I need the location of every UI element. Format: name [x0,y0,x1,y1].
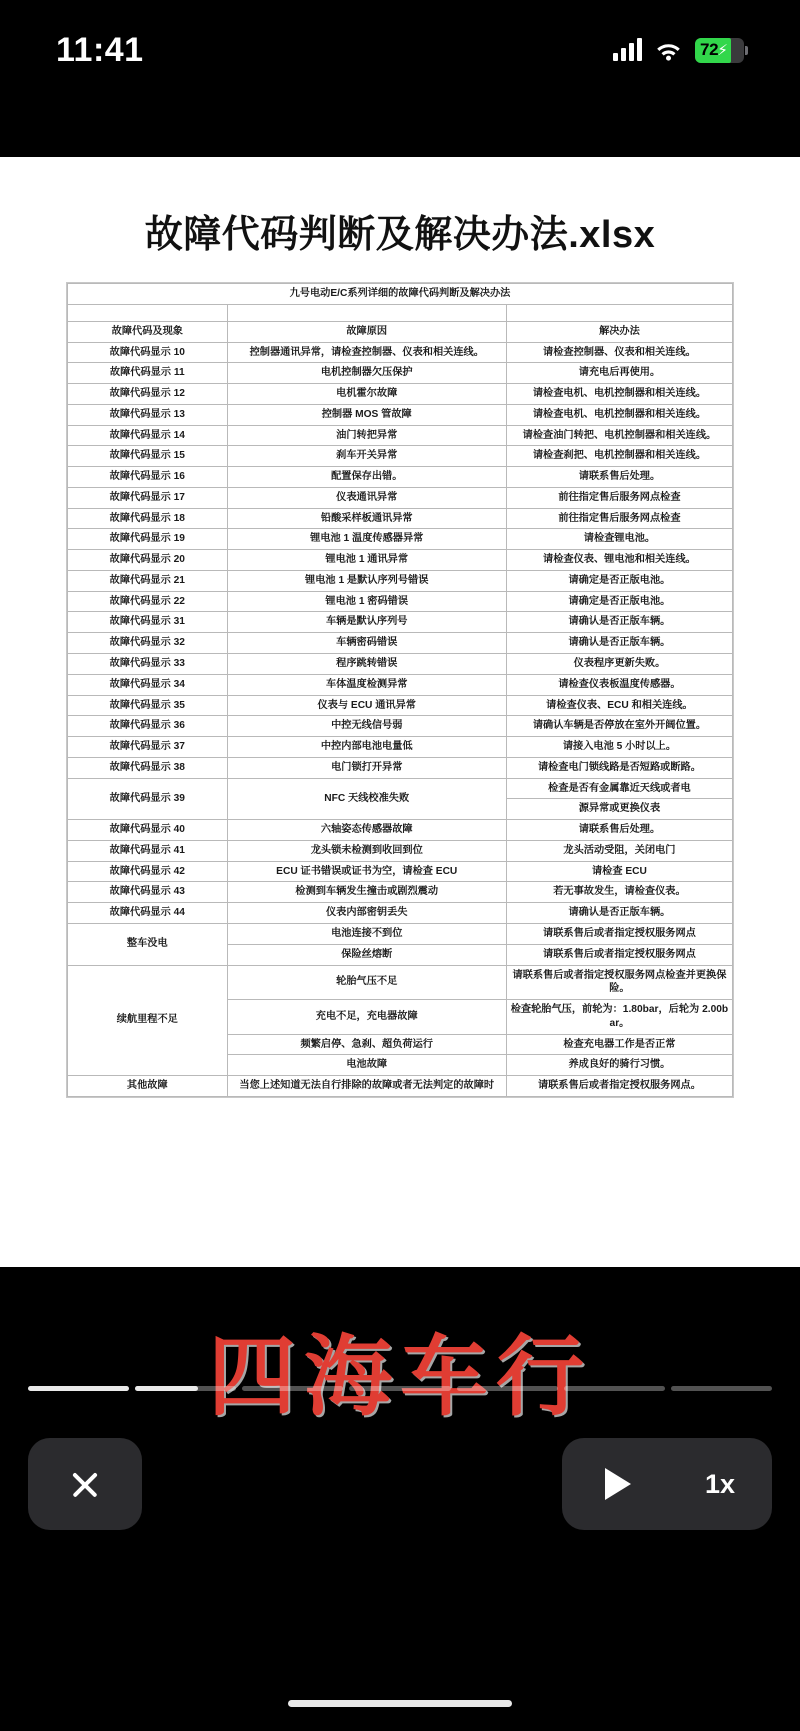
progress-segment[interactable] [28,1386,129,1391]
fault-cause-cell: 车体温度检测异常 [227,674,506,695]
fault-code-table-container [66,282,734,1098]
fault-solution-cell: 请确认车辆是否停放在室外开阔位置。 [506,716,732,737]
fault-code-cell: 故障代码显示 39 [68,778,228,820]
wifi-icon [655,40,682,61]
fault-solution-cell: 请接入电池 5 小时以上。 [506,737,732,758]
fault-code-cell: 故障代码显示 34 [68,674,228,695]
fault-code-cell: 故障代码显示 44 [68,903,228,924]
fault-cause-cell: 程序跳转错误 [227,654,506,675]
fault-code-cell: 故障代码显示 35 [68,695,228,716]
fault-solution-cell: 养成良好的骑行习惯。 [506,1055,732,1076]
fault-cause-cell: 电池故障 [227,1055,506,1076]
progress-segment[interactable] [349,1386,450,1391]
fault-solution-cell: 仪表程序更新失败。 [506,654,732,675]
table-row [68,882,733,903]
fault-code-cell: 故障代码显示 12 [68,384,228,405]
fault-solution-cell: 请检查电机、电机控制器和相关连线。 [506,384,732,405]
table-row [68,654,733,675]
fault-cause-cell: 车辆密码错误 [227,633,506,654]
table-row [68,467,733,488]
table-row [68,550,733,571]
playback-controls [562,1438,772,1530]
close-icon [69,1468,101,1500]
table-row [68,737,733,758]
fault-code-cell: 故障代码显示 33 [68,654,228,675]
fault-cause-cell: 电机霍尔故障 [227,384,506,405]
fault-code-cell: 故障代码显示 15 [68,446,228,467]
table-header-row [68,321,733,342]
column-header: 解决办法 [506,321,732,342]
table-row [68,757,733,778]
fault-cause-cell: 车辆是默认序列号 [227,612,506,633]
fault-solution-cell: 请检查锂电池。 [506,529,732,550]
document-title: 故障代码判断及解决办法.xlsx [144,214,656,256]
fault-cause-cell: 六轴姿态传感器故障 [227,820,506,841]
fault-code-cell: 故障代码显示 42 [68,861,228,882]
fault-code-cell: 故障代码显示 20 [68,550,228,571]
fault-solution-cell: 请联系售后或者指定授权服务网点 [506,944,732,965]
fault-cause-cell: 检测到车辆发生撞击或剧烈震动 [227,882,506,903]
fault-cause-cell: 轮胎气压不足 [227,965,506,1000]
table-row [68,446,733,467]
fault-code-cell: 故障代码显示 14 [68,425,228,446]
table-row [68,570,733,591]
fault-cause-cell: NFC 天线校准失败 [227,778,506,820]
fault-cause-cell: 保险丝熔断 [227,944,506,965]
fault-code-cell: 故障代码显示 40 [68,820,228,841]
charging-bolt-icon: ⚡ [717,41,728,59]
fault-solution-cell: 前往指定售后服务网点检查 [506,508,732,529]
table-row [68,820,733,841]
table-row [68,404,733,425]
sheet-title: 九号电动E/C系列详细的故障代码判断及解决办法 [68,284,733,305]
fault-solution-cell: 请确定是否正版电池。 [506,591,732,612]
fault-code-cell: 故障代码显示 11 [68,363,228,384]
fault-cause-cell: 配置保存出错。 [227,467,506,488]
table-row [68,1076,733,1097]
fault-solution-cell: 请确定是否正版电池。 [506,570,732,591]
table-row [68,425,733,446]
fault-cause-cell: 锂电池 1 密码错误 [227,591,506,612]
spacer-cell [506,304,732,321]
fault-solution-cell: 请充电后再使用。 [506,363,732,384]
fault-solution-cell: 请联系售后处理。 [506,467,732,488]
fault-cause-cell: 频繁启停、急刹、超负荷运行 [227,1034,506,1055]
progress-segment[interactable] [242,1386,343,1391]
table-row [68,529,733,550]
fault-solution-cell: 请检查 ECU [506,861,732,882]
column-header: 故障原因 [227,321,506,342]
fault-cause-cell: 锂电池 1 通讯异常 [227,550,506,571]
fault-solution-cell: 请检查仪表板温度传感器。 [506,674,732,695]
fault-cause-cell: 刹车开关异常 [227,446,506,467]
fault-solution-cell: 前往指定售后服务网点检查 [506,487,732,508]
fault-group-label-cell: 其他故障 [68,1076,228,1097]
table-row [68,716,733,737]
fault-cause-cell: 电机控制器欠压保护 [227,363,506,384]
table-row [68,487,733,508]
fault-cause-cell: 中控内部电池电量低 [227,737,506,758]
status-bar [0,0,800,100]
table-row [68,674,733,695]
progress-segment[interactable] [671,1386,772,1391]
sheet-title-row [68,284,733,305]
fault-group-label-cell: 整车没电 [68,923,228,965]
fault-cause-cell: 电门锁打开异常 [227,757,506,778]
table-row [68,923,733,944]
fault-solution-cell: 请检查控制器、仪表和相关连线。 [506,342,732,363]
fault-solution-cell: 请检查油门转把、电机控制器和相关连线。 [506,425,732,446]
progress-segment[interactable] [135,1386,236,1391]
playback-speed-label[interactable]: 1x [704,1468,735,1499]
fault-code-cell: 故障代码显示 21 [68,570,228,591]
table-row [68,591,733,612]
fault-cause-cell: ECU 证书错误或证书为空，请检查 ECU [227,861,506,882]
fault-cause-cell: 龙头锁未检测到收回到位 [227,840,506,861]
fault-solution-cell: 请检查仪表、ECU 和相关连线。 [506,695,732,716]
document-viewer[interactable] [0,157,800,1426]
battery-charging-icon [695,38,744,63]
battery-percent-label: 72 [700,40,719,59]
fault-solution-cell: 请确认是否正版车辆。 [506,633,732,654]
fault-cause-cell: 控制器 MOS 管故障 [227,404,506,425]
fault-cause-cell: 充电不足，充电器故障 [227,1000,506,1035]
fault-code-cell: 故障代码显示 38 [68,757,228,778]
table-row [68,965,733,1000]
fault-solution-cell: 请检查电门锁线路是否短路或断路。 [506,757,732,778]
fault-code-cell: 故障代码显示 16 [68,467,228,488]
fault-solution-cell: 请联系售后或者指定授权服务网点。 [506,1076,732,1097]
table-row [68,342,733,363]
spacer-cell [68,304,228,321]
fault-code-cell: 故障代码显示 37 [68,737,228,758]
fault-solution-cell: 请确认是否正版车辆。 [506,903,732,924]
fault-cause-cell: 仪表与 ECU 通讯异常 [227,695,506,716]
column-header: 故障代码及现象 [68,321,228,342]
table-row [68,778,733,799]
table-row [68,840,733,861]
fault-code-cell: 故障代码显示 43 [68,882,228,903]
fault-solution-cell: 请检查刹把、电机控制器和相关连线。 [506,446,732,467]
fault-code-cell: 故障代码显示 10 [68,342,228,363]
fault-cause-cell: 电池连接不到位 [227,923,506,944]
table-row [68,695,733,716]
table-row [68,363,733,384]
close-button[interactable] [28,1438,142,1530]
fault-code-table [67,283,733,1097]
fault-cause-cell: 油门转把异常 [227,425,506,446]
fault-solution-cell: 请联系售后或者指定授权服务网点 [506,923,732,944]
fault-solution-cell: 请确认是否正版车辆。 [506,612,732,633]
cellular-signal-icon [613,39,642,61]
progress-segment[interactable] [564,1386,665,1391]
fault-cause-cell: 仪表内部密钥丢失 [227,903,506,924]
fault-solution-cell: 源异常或更换仪表 [506,799,732,820]
fault-code-cell: 故障代码显示 13 [68,404,228,425]
fault-code-cell: 故障代码显示 41 [68,840,228,861]
fault-code-cell: 故障代码显示 18 [68,508,228,529]
table-row [68,612,733,633]
fault-code-cell: 故障代码显示 31 [68,612,228,633]
table-row [68,861,733,882]
fault-cause-cell: 中控无线信号弱 [227,716,506,737]
fault-code-cell: 故障代码显示 36 [68,716,228,737]
fault-solution-cell: 龙头活动受阻，关闭电门 [506,840,732,861]
fault-code-cell: 故障代码显示 22 [68,591,228,612]
status-bar-time: 11:41 [56,30,144,69]
home-indicator [288,1700,512,1707]
watermark-text: 四海车行 [207,1327,592,1426]
spacer-row [68,304,733,321]
table-row [68,508,733,529]
fault-group-label-cell: 续航里程不足 [68,965,228,1076]
story-progress-bar[interactable] [0,1386,800,1391]
fault-cause-cell: 锂电池 1 温度传感器异常 [227,529,506,550]
spacer-cell [227,304,506,321]
fault-solution-cell: 请检查仪表、锂电池和相关连线。 [506,550,732,571]
fault-solution-cell: 检查是否有金属靠近天线或者电 [506,778,732,799]
fault-cause-cell: 仪表通讯异常 [227,487,506,508]
fault-solution-cell: 检查充电器工作是否正常 [506,1034,732,1055]
fault-solution-cell: 请联系售后或者指定授权服务网点检查并更换保险。 [506,965,732,1000]
fault-solution-cell: 请检查电机、电机控制器和相关连线。 [506,404,732,425]
fault-cause-cell: 铅酸采样板通讯异常 [227,508,506,529]
progress-segment[interactable] [457,1386,558,1391]
play-icon[interactable] [605,1468,631,1500]
fault-cause-cell: 当您上述知道无法自行排除的故障或者无法判定的故障时 [227,1076,506,1097]
fault-code-cell: 故障代码显示 32 [68,633,228,654]
fault-solution-cell: 检查轮胎气压，前轮为：1.80bar，后轮为 2.00bar。 [506,1000,732,1035]
fault-code-cell: 故障代码显示 17 [68,487,228,508]
table-row [68,903,733,924]
fault-solution-cell: 请联系售后处理。 [506,820,732,841]
status-bar-indicators [613,38,744,63]
fault-code-cell: 故障代码显示 19 [68,529,228,550]
fault-cause-cell: 锂电池 1 是默认序列号错误 [227,570,506,591]
fault-cause-cell: 控制器通讯异常，请检查控制器、仪表和相关连线。 [227,342,506,363]
table-row [68,633,733,654]
table-row [68,384,733,405]
fault-solution-cell: 若无事故发生，请检查仪表。 [506,882,732,903]
player-controls [0,1424,800,1544]
